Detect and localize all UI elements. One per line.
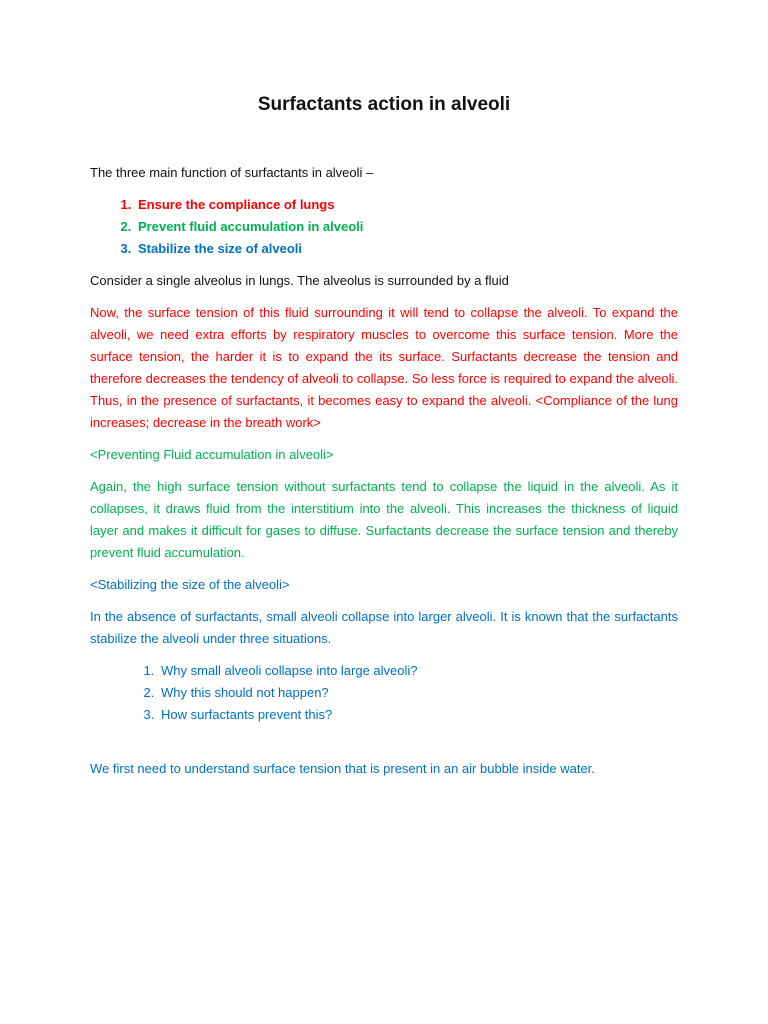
questions-list — [90, 660, 678, 726]
function-item-size: 3. Stabilize the size of alveoli — [135, 238, 678, 260]
closing-text: We first need to understand surface tension that is present in an air bubble inside water. — [90, 761, 595, 776]
fluid-paragraph: Again, the high surface tension without surfactants tend to collapse the liquid in the alveoli. As it collapses, it draws fluid from the interstitium into the alveoli. This increases the thickness of liquid layer and makes it difficult for gases to diffuse. Surfactants decrease the surface tension and thereby prevent fluid accumulation. — [90, 479, 678, 560]
function-item-fluid: 2. Prevent fluid accumulation in alveoli — [135, 216, 678, 238]
consider-text: Consider a single alveolus in lungs. The alveolus is surrounded by a fluid — [90, 273, 509, 288]
fluid-heading: <Preventing Fluid accumulation in alveoli> — [90, 447, 334, 462]
compliance-paragraph — [90, 302, 678, 434]
size-heading: <Stabilizing the size of the alveoli> — [90, 577, 290, 592]
intro-text: The three main function of surfactants in alveoli – — [90, 165, 374, 180]
question-item: 3. How surfactants prevent this? — [158, 704, 678, 726]
compliance-note: <Compliance of the lung increases; decrease in the breath work> — [90, 393, 678, 430]
page-title: Surfactants action in alveoli — [257, 94, 511, 115]
question-item: 2. Why this should not happen? — [158, 682, 678, 704]
spacer — [90, 736, 678, 758]
function-item-compliance: 1. Ensure the compliance of lungs — [135, 194, 678, 216]
functions-list — [90, 194, 678, 260]
size-paragraph: In the absence of surfactants, small alveoli collapse into larger alveoli. It is known that the surfactants stabilize the alveoli under three situations. — [90, 609, 678, 646]
compliance-paragraph-text: Now, the surface tension of this fluid surrounding it will tend to collapse the alveoli. To expand the alveoli, we need extra efforts by respiratory muscles to overcome this surface tension. More the surface tension, the harder it is to expand the its surface. Surfactants decrease the tension and therefore decreases the tendency of alveoli to collapse. So less force is required to expand the alveoli. Thus, in the presence of surfactants, it becomes easy to expand the alveoli. — [90, 305, 678, 408]
document-body — [90, 162, 678, 790]
question-item: 1. Why small alveoli collapse into large alveoli? — [158, 660, 678, 682]
